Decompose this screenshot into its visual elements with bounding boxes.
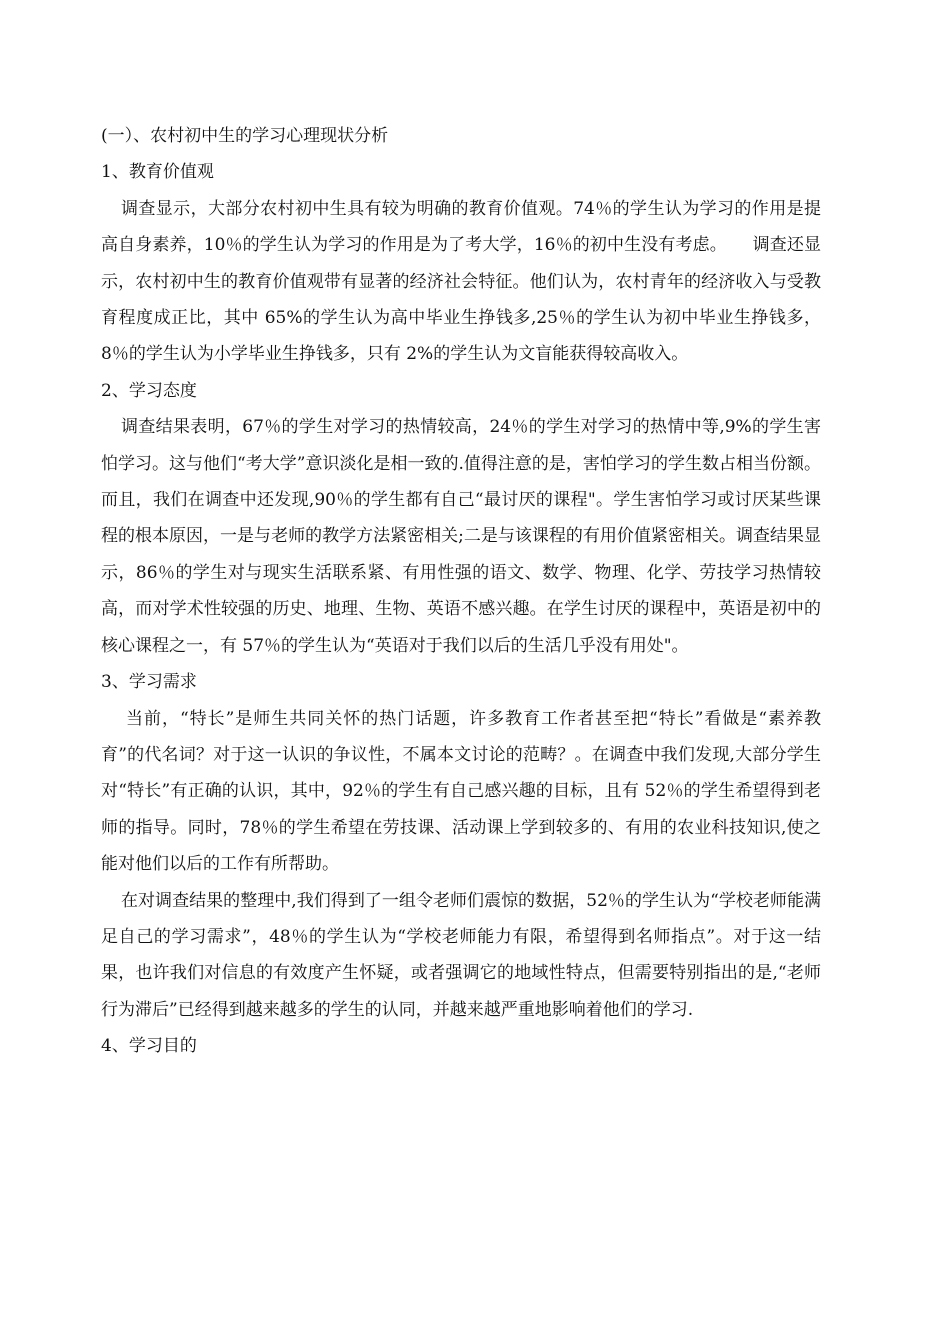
paragraph-learning-needs: 当前，“特长”是师生共同关怀的热门话题，许多教育工作者甚至把“特长”看做是“素养教育”的代名词？对于这一认识的争议性，不属本文讨论的范畴？。在调查中我们发现,大部分学生对“特长”有正确的认识，其中，92％的学生有自己感兴趣的目标，且有 52％的学生希望得到老师的指导。同时，78％的学生希望在劳技课、活动课上学到较多的、有用的农业科技知识,使之能对他们以后的工作有所帮助。: [101, 708, 821, 875]
heading-learning-needs: 3、学习需求: [101, 672, 197, 693]
paragraph-education-values: 调查显示，大部分农村初中生具有较为明确的教育价值观。74％的学生认为学习的作用是提高自身素养，10％的学生认为学习的作用是为了考大学，16％的初中生没有考虑。 调查还显示，农村初中生的教育价值观带有显著的经济社会特征。他们认为，农村青年的经济收入与受教育程度成正比，其中 65%的学生认为高中毕业生挣钱多,25％的学生认为初中毕业生挣钱多，8％的学生认为小学毕业生挣钱多，只有 2%的学生认为文盲能获得较高收入。: [101, 198, 821, 365]
heading-learning-attitude: 2、学习态度: [101, 380, 197, 401]
section-title: (一）、农村初中生的学习心理现状分析: [101, 126, 389, 146]
paragraph-survey-results: 在对调查结果的整理中,我们得到了一组令老师们震惊的数据，52％的学生认为“学校老师能满足自己的学习需求”，48％的学生认为“学校老师能力有限，希望得到名师指点”。对于这一结果，也许我们对信息的有效度产生怀疑，或者强调它的地域性特点，但需要特别指出的是,“老师行为滞后”已经得到越来越多的学生的认同，并越来越严重地影响着他们的学习.: [101, 890, 821, 1020]
paragraph-learning-attitude: 调查结果表明，67％的学生对学习的热情较高，24％的学生对学习的热情中等,9%的学生害怕学习。这与他们“考大学”意识淡化是相一致的.值得注意的是，害怕学习的学生数占相当份额。而且，我们在调查中还发现,90％的学生都有自己“最讨厌的课程"。学生害怕学习或讨厌某些课程的根本原因，一是与老师的教学方法紧密相关;二是与该课程的有用价值紧密相关。调查结果显示，86％的学生对与现实生活联系紧、有用性强的语文、数学、物理、化学、劳技学习热情较高，而对学术性较强的历史、地理、生物、英语不感兴趣。在学生讨厌的课程中，英语是初中的核心课程之一，有 57％的学生认为“英语对于我们以后的生活几乎没有用处"。: [101, 417, 821, 656]
heading-education-values: 1、教育价值观: [101, 162, 214, 183]
document-body: [101, 118, 821, 1065]
heading-learning-purpose: 4、学习目的: [101, 1036, 197, 1057]
